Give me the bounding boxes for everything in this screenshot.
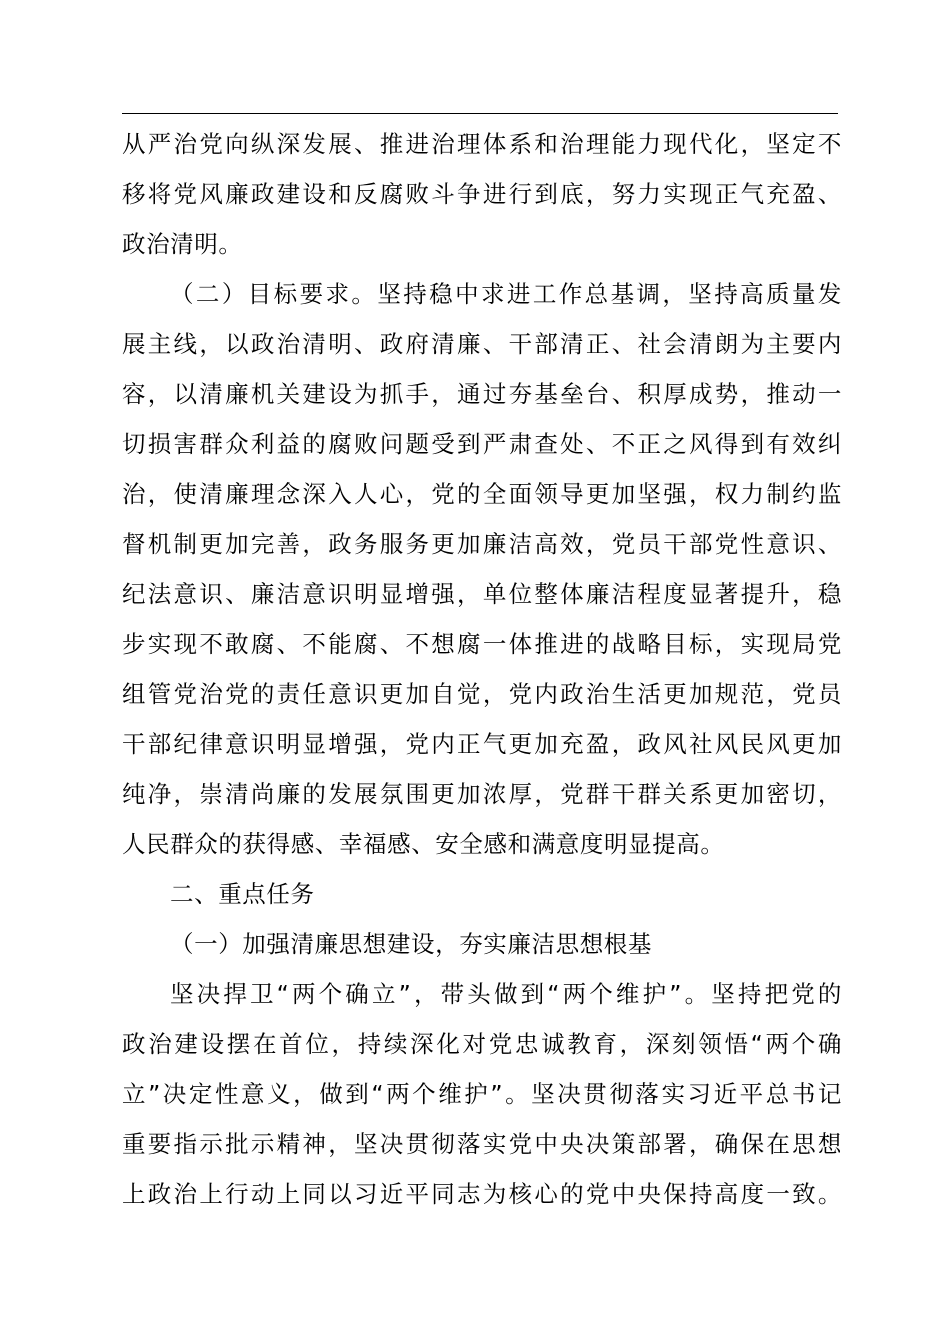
paragraph-heading: （二）目标要求。坚持稳中求进工作总基调，坚持高质量发 <box>170 280 842 308</box>
text-line: 政治清明。 <box>122 230 243 258</box>
text-line: 督机制更加完善，政务服务更加廉洁高效，党员干部党性意识、 <box>122 530 842 558</box>
text-line: 容，以清廉机关建设为抓手，通过夯基垒台、积厚成势，推动一 <box>122 380 842 408</box>
header-rule <box>122 113 838 114</box>
text-line: 展主线，以政治清明、政府清廉、干部清正、社会清朗为主要内 <box>122 330 842 358</box>
text-line: 步实现不敢腐、不能腐、不想腐一体推进的战略目标，实现局党 <box>122 630 842 658</box>
section-heading: 二、重点任务 <box>170 880 315 908</box>
text-line: 坚决捍卫“两个确立”，带头做到“两个维护”。坚持把党的 <box>170 980 842 1008</box>
text-line: 组管党治党的责任意识更加自觉，党内政治生活更加规范，党员 <box>122 680 842 708</box>
text-line: 纪法意识、廉洁意识明显增强，单位整体廉洁程度显著提升，稳 <box>122 580 842 608</box>
text-line: 上政治上行动上同以习近平同志为核心的党中央保持高度一致。 <box>122 1180 842 1208</box>
subsection-heading: （一）加强清廉思想建设，夯实廉洁思想根基 <box>170 930 652 958</box>
text-line: 治，使清廉理念深入人心，党的全面领导更加坚强，权力制约监 <box>122 480 842 508</box>
text-line: 移将党风廉政建设和反腐败斗争进行到底，努力实现正气充盈、 <box>122 180 842 208</box>
text-line: 从严治党向纵深发展、推进治理体系和治理能力现代化，坚定不 <box>122 130 842 158</box>
text-line: 人民群众的获得感、幸福感、安全感和满意度明显提高。 <box>122 830 725 858</box>
text-line: 纯净，崇清尚廉的发展氛围更加浓厚，党群干群关系更加密切， <box>122 780 842 808</box>
text-line: 政治建设摆在首位，持续深化对党忠诚教育，深刻领悟“两个确 <box>122 1030 842 1058</box>
text-line: 切损害群众利益的腐败问题受到严肃查处、不正之风得到有效纠 <box>122 430 842 458</box>
text-line: 立”决定性意义，做到“两个维护”。坚决贯彻落实习近平总书记 <box>122 1080 842 1108</box>
text-line: 干部纪律意识明显增强，党内正气更加充盈，政风社风民风更加 <box>122 730 842 758</box>
text-line: 重要指示批示精神，坚决贯彻落实党中央决策部署，确保在思想 <box>122 1130 842 1158</box>
